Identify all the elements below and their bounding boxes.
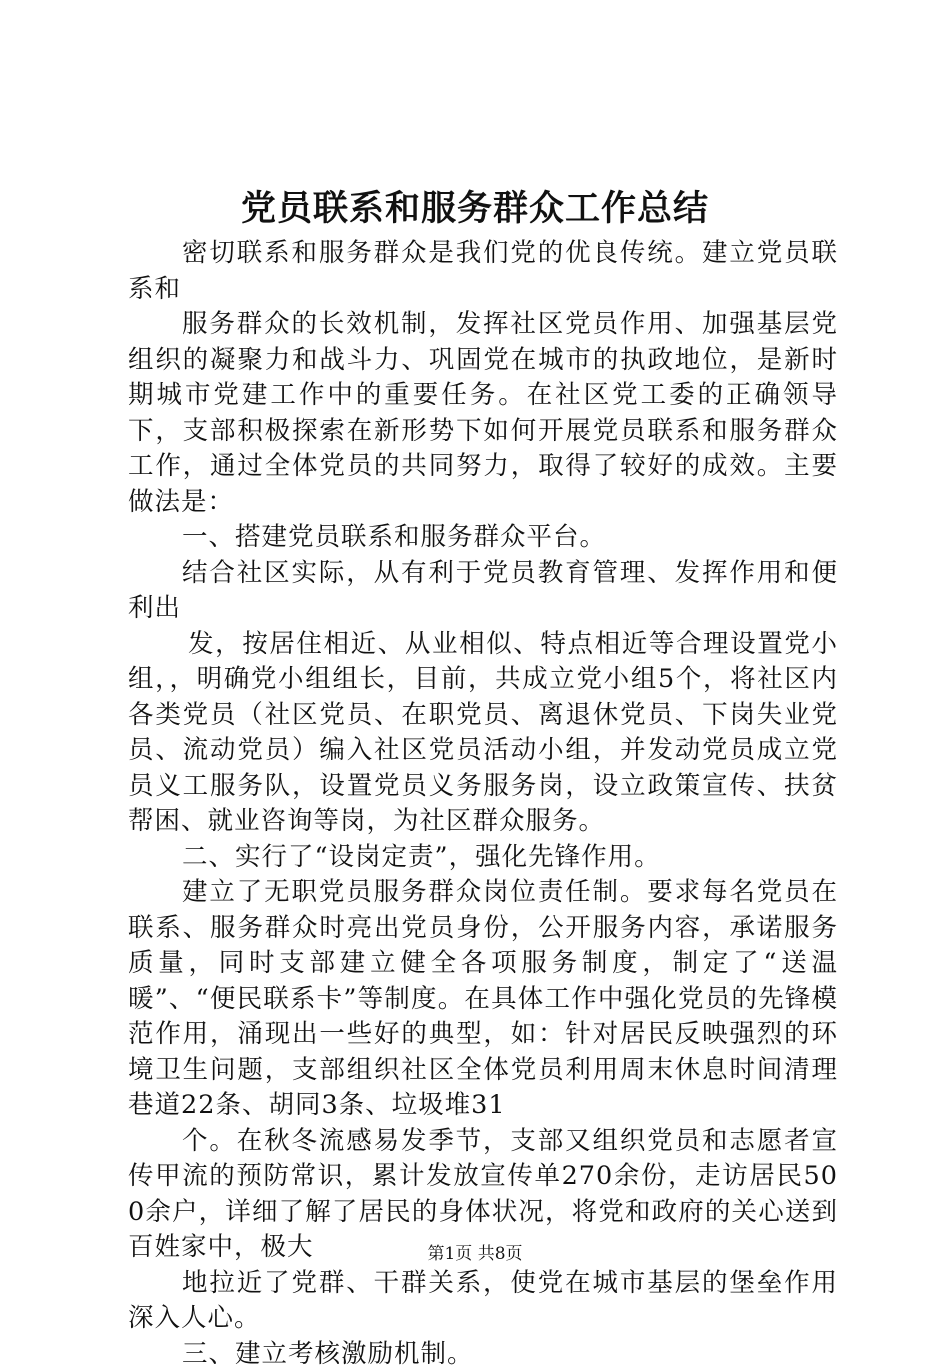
paragraph: 服务群众的长效机制，发挥社区党员作用、加强基层党组织的凝聚力和战斗力、巩固党在城市的执政地位，是新时期城市党建工作中的重要任务。在社区党工委的正确领导下，支部积极探索在新形势下如何开展党员联系和服务群众工作，通过全体党员的共同努力，取得了较好的成效。主要做法是： xyxy=(128,307,838,520)
section-heading: 一、搭建党员联系和服务群众平台。 xyxy=(128,520,838,556)
paragraph: 发，按居住相近、从业相似、特点相近等合理设置党小组，，明确党小组组长，目前，共成立党小组5个，将社区内各类党员（社区党员、在职党员、离退休党员、下岗失业党员、流动党员）编入社区党员活动小组，并发动党员成立党员义工服务队，设置党员义务服务岗，设立政策宣传、扶贫帮困、就业咨询等岗，为社区群众服务。 xyxy=(128,627,838,840)
page-footer: 第1页 共8页 xyxy=(0,1243,950,1265)
section-heading: 三、建立考核激励机制。 xyxy=(128,1337,838,1372)
paragraph: 建立了无职党员服务群众岗位责任制。要求每名党员在联系、服务群众时亮出党员身份，公开服务内容，承诺服务质量，同时支部建立健全各项服务制度，制定了“送温暖”、“便民联系卡”等制度。在具体工作中强化党员的先锋模范作用，涌现出一些好的典型，如：针对居民反映强烈的环境卫生问题，支部组织社区全体党员利用周末休息时间清理巷道22条、胡同3条、垃圾堆31 xyxy=(128,875,838,1124)
paragraph: 密切联系和服务群众是我们党的优良传统。建立党员联系和 xyxy=(128,236,838,307)
paragraph: 结合社区实际，从有利于党员教育管理、发挥作用和便利出 xyxy=(128,556,838,627)
document-title: 党员联系和服务群众工作总结 xyxy=(0,186,950,232)
document-body xyxy=(128,236,838,1372)
section-heading: 二、实行了“设岗定责”，强化先锋作用。 xyxy=(128,840,838,876)
paragraph: 地拉近了党群、干群关系，使党在城市基层的堡垒作用深入人心。 xyxy=(128,1266,838,1337)
paragraph: 个。在秋冬流感易发季节，支部又组织党员和志愿者宣传甲流的预防常识，累计发放宣传单270余份，走访居民500余户，详细了解了居民的身体状况，将党和政府的关心送到百姓家中，极大 xyxy=(128,1124,838,1266)
